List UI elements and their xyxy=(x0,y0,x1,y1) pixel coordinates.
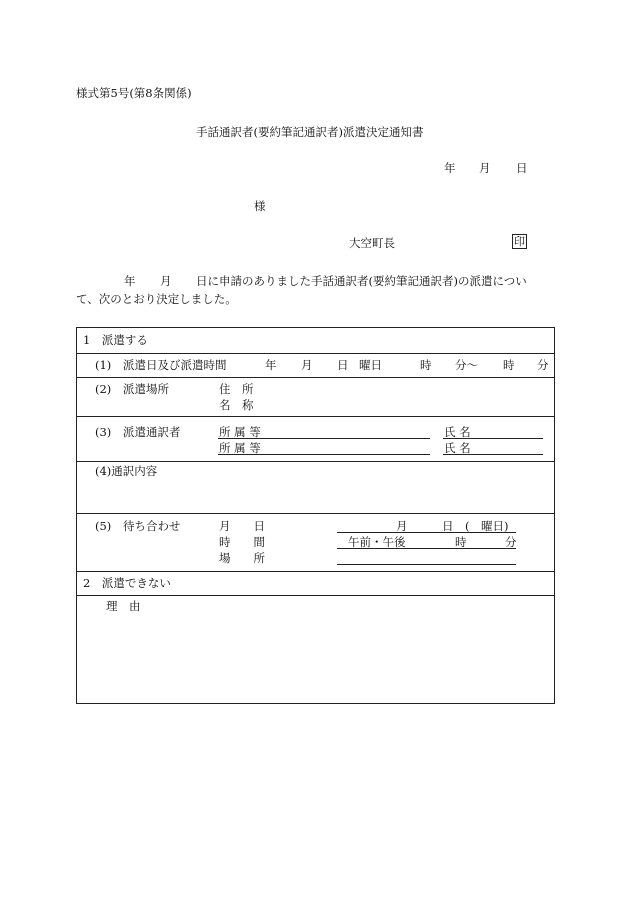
meeting-date-value: 月 日 ( 曜日) xyxy=(396,519,509,533)
row-divider xyxy=(77,461,554,462)
affiliation-label-1: 所 属 等 xyxy=(219,425,261,439)
row-divider xyxy=(77,353,554,354)
row5-label: 待ち合わせ xyxy=(123,519,181,533)
row5-number: (5) xyxy=(95,519,112,533)
row-divider xyxy=(77,377,554,378)
row3-label: 派遣通訳者 xyxy=(123,425,181,439)
row1-year: 年 xyxy=(265,358,277,372)
interpreter-name-label-1: 氏 名 xyxy=(444,425,471,439)
seal-mark: 印 xyxy=(514,235,525,248)
venue-name-label: 名 称 xyxy=(219,398,254,412)
section2-heading: 2 派遣できない xyxy=(83,576,171,590)
body-line2: て、次のとおり決定しました。 xyxy=(76,292,237,306)
meeting-date-label: 月 日 xyxy=(219,519,265,533)
meeting-time-label: 時 間 xyxy=(219,535,265,549)
row1-hour: 時 xyxy=(420,358,432,372)
row-divider xyxy=(77,416,554,417)
row-divider xyxy=(77,513,554,514)
meeting-hour: 時 xyxy=(455,535,467,549)
row-divider xyxy=(77,595,554,596)
interpreter-name-line-2 xyxy=(443,454,543,455)
meeting-place-label: 場 所 xyxy=(219,551,265,565)
addressee-suffix: 様 xyxy=(254,199,266,213)
date-day-label: 日 xyxy=(516,161,528,175)
document-title: 手話通訳者(要約筆記通訳者)派遣決定通知書 xyxy=(196,125,424,139)
row4-label: (4)通訳内容 xyxy=(95,464,158,478)
meeting-ampm: 午前・午後 xyxy=(348,535,406,549)
row1-minute2: 分 xyxy=(537,358,549,372)
row3-number: (3) xyxy=(95,425,112,439)
body-line1: 日に申請のありました手話通訳者(要約筆記通訳者)の派遣につい xyxy=(196,274,527,288)
form-number: 様式第5号(第8条関係) xyxy=(76,86,192,100)
affiliation-line-2 xyxy=(218,454,430,455)
body-month: 月 xyxy=(160,274,172,288)
row1-label: 派遣日及び派遣時間 xyxy=(123,358,227,372)
row2-number: (2) xyxy=(95,382,112,396)
date-month-label: 月 xyxy=(479,161,491,175)
issuer-name: 大空町長 xyxy=(349,236,395,250)
interpreter-name-label-2: 氏 名 xyxy=(444,441,471,455)
meeting-time-line xyxy=(337,548,516,549)
row1-minute-from: 分～ xyxy=(455,358,478,372)
meeting-date-line xyxy=(337,532,516,533)
address-label: 住 所 xyxy=(219,382,254,396)
row1-month: 月 xyxy=(301,358,313,372)
row-divider xyxy=(77,571,554,572)
reason-label: 理 由 xyxy=(106,599,141,613)
affiliation-label-2: 所 属 等 xyxy=(219,441,261,455)
row1-weekday: 曜日 xyxy=(359,358,382,372)
row1-day: 日 xyxy=(337,358,349,372)
row1-hour2: 時 xyxy=(503,358,515,372)
meeting-place-line xyxy=(337,564,516,565)
row2-label: 派遣場所 xyxy=(123,382,169,396)
meeting-minute: 分 xyxy=(505,535,517,549)
section1-heading: 1 派遣する xyxy=(83,333,148,347)
row1-number: (1) xyxy=(95,358,112,372)
affiliation-line-1 xyxy=(218,438,430,439)
body-year: 年 xyxy=(124,274,136,288)
date-year-label: 年 xyxy=(444,161,456,175)
interpreter-name-line-1 xyxy=(443,438,543,439)
